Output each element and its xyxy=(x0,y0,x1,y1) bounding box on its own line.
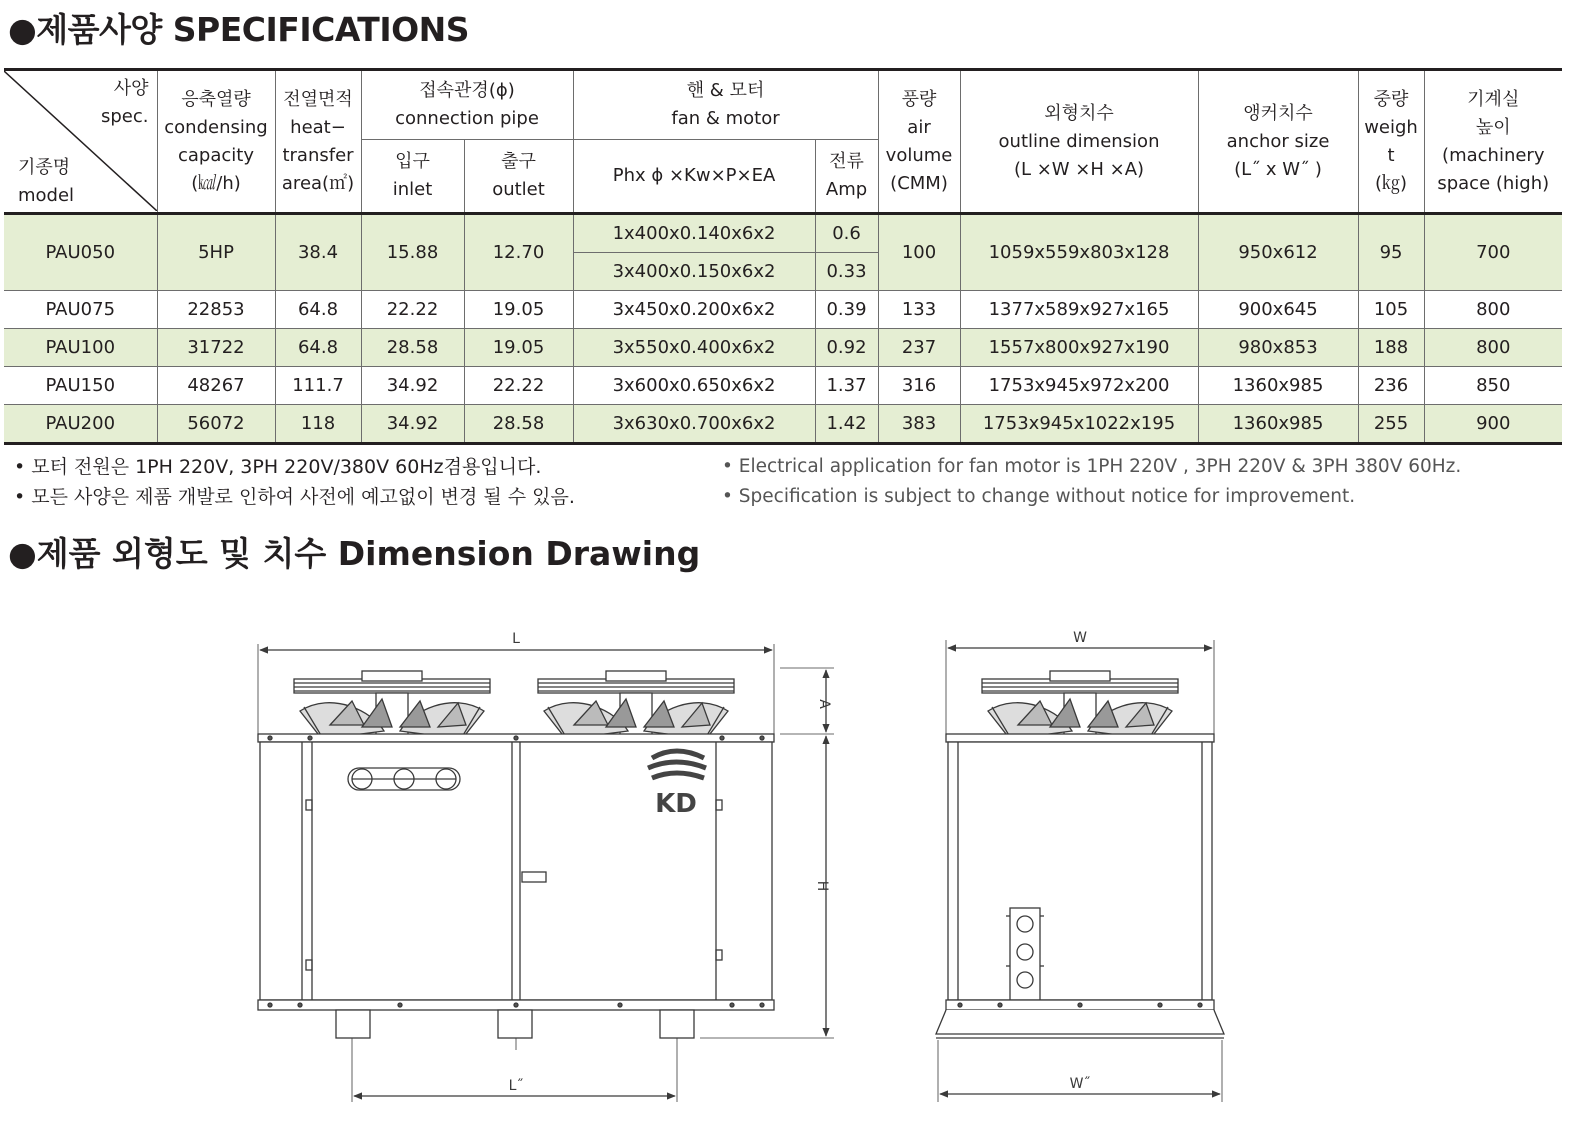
header-pipe: 접속관경(ϕ) connection pipe xyxy=(361,70,573,140)
dimension-drawing-title: ●제품 외형도 및 치수 Dimension Drawing xyxy=(8,534,701,573)
header-spec-en: spec. xyxy=(101,106,149,127)
header-model-en: model xyxy=(18,185,75,206)
header-outlet: 출구 outlet xyxy=(464,140,573,214)
dim-label-W: W xyxy=(1073,630,1087,646)
header-weight: 중량 weigh t (㎏) xyxy=(1358,70,1424,214)
header-amp: 전류 Amp xyxy=(815,140,878,214)
table-row: PAU150 48267 111.7 34.92 22.22 3x600x0.650x6x2 1.37 316 1753x945x972x200 1360x985 236 850 xyxy=(4,367,1562,405)
header-fan-spec: Phx ϕ ×Kw×P×EA xyxy=(573,140,815,214)
dim-label-L2: L˝ xyxy=(508,1078,524,1094)
specifications-title: ●제품사양 SPECIFICATIONS xyxy=(8,10,470,49)
header-anchor: 앵커치수 anchor size (L˝ x W˝ ) xyxy=(1198,70,1358,214)
header-fan: 핸 & 모터 fan & motor xyxy=(573,70,878,140)
table-row: PAU050 5HP 38.4 15.88 12.70 1x400x0.140x6x2 0.6 100 1059x559x803x128 950x612 95 700 xyxy=(4,214,1562,253)
dim-label-W2: W˝ xyxy=(1069,1076,1091,1092)
note-ko-1: • 모터 전원은 1PH 220V, 3PH 220V/380V 60Hz겸용입니다. xyxy=(14,456,542,478)
note-en-1: • Electrical application for fan motor is 1PH 220V , 3PH 220V & 3PH 380V 60Hz. xyxy=(722,456,1462,477)
table-row: PAU075 22853 64.8 22.22 19.05 3x450x0.200x6x2 0.39 133 1377x589x927x165 900x645 105 800 xyxy=(4,291,1562,329)
table-row: PAU100 31722 64.8 28.58 19.05 3x550x0.400x6x2 0.92 237 1557x800x927x190 980x853 188 800 xyxy=(4,329,1562,367)
dim-label-A: A xyxy=(816,699,832,709)
header-area: 전열면적 heat− transfer area(㎡) xyxy=(275,70,361,214)
table-row: PAU200 56072 118 34.92 28.58 3x630x0.700x6x2 1.42 383 1753x945x1022x195 1360x985 255 900 xyxy=(4,405,1562,444)
side-view xyxy=(936,630,1224,1102)
header-inlet: 입구 inlet xyxy=(361,140,464,214)
header-machinery: 기계실 높이 (machinery space (high) xyxy=(1424,70,1562,214)
header-model-ko: 기종명 xyxy=(18,157,71,178)
header-capacity: 응축열량 condensing capacity (㎉/h) xyxy=(157,70,275,214)
table-row: 3x400x0.150x6x2 0.33 xyxy=(4,253,1562,291)
note-ko-2: • 모든 사양은 제품 개발로 인하여 사전에 예고없이 변경 될 수 있음. xyxy=(14,486,575,508)
header-air: 풍량 air volume (CMM) xyxy=(878,70,960,214)
note-en-2: • Specification is subject to change without notice for improvement. xyxy=(722,486,1356,507)
header-spec-ko: 사양 xyxy=(113,78,149,99)
logo-text: KD xyxy=(655,789,697,819)
header-outline: 외형치수 outline dimension (L ×W ×H ×A) xyxy=(960,70,1198,214)
front-view xyxy=(258,631,834,1102)
dim-label-H: H xyxy=(814,880,830,892)
dim-label-L: L xyxy=(512,631,520,647)
